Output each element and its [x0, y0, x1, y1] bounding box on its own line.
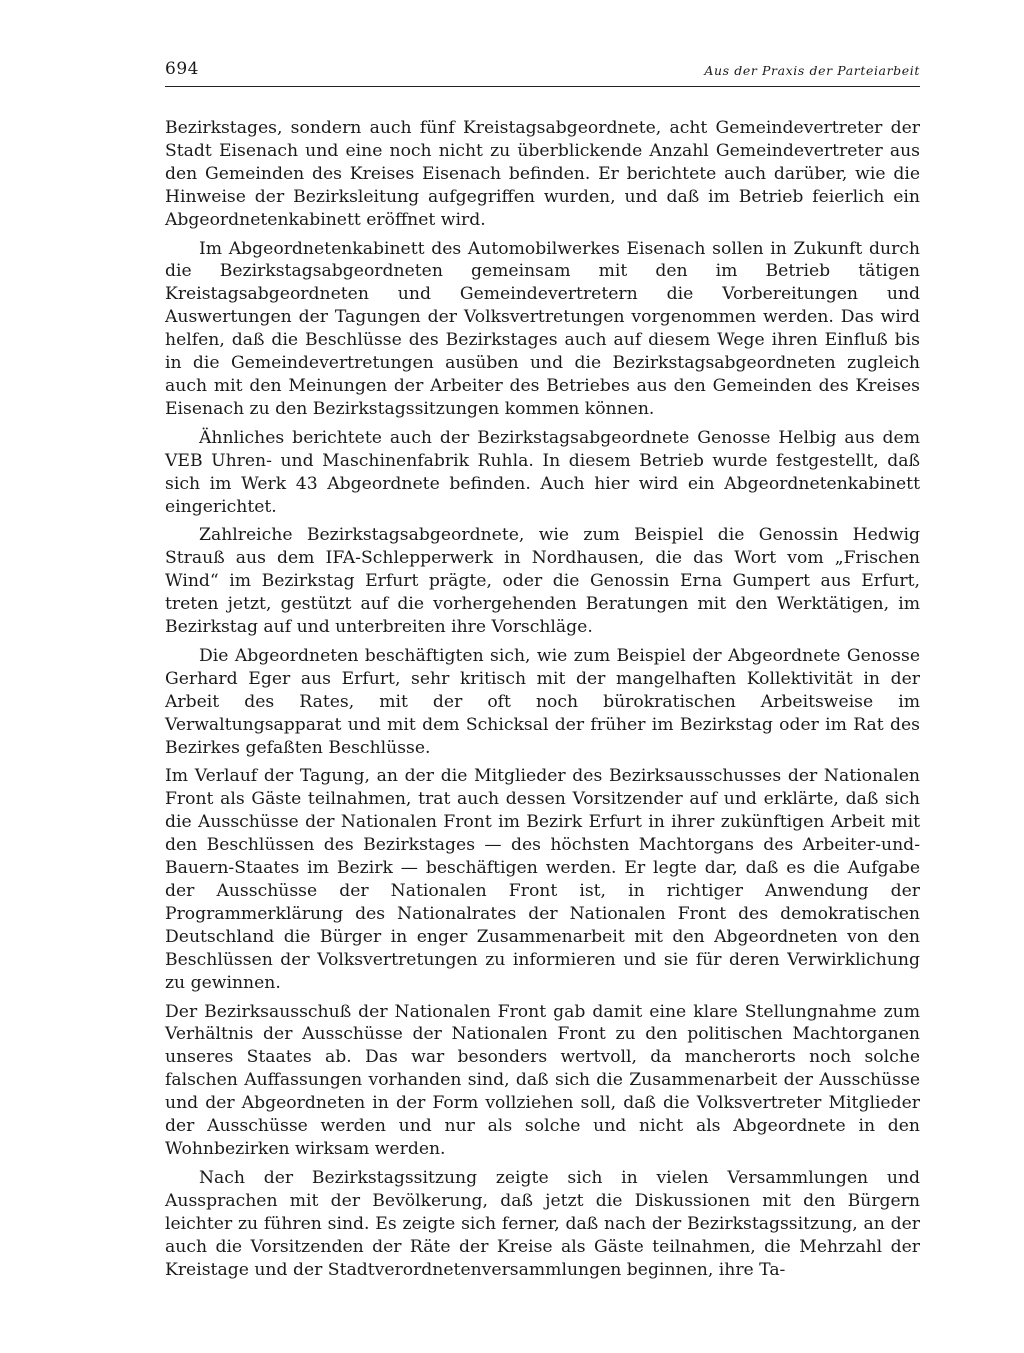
- paragraph: Nach der Bezirkstagssitzung zeigte sich in vielen Versammlungen und Aussprachen mit der Bevölkerung, daß jetzt die Diskussionen mit den Bürgern leichter zu führen sind. Es zeigte sich ferner, daß nach der Bezirkstagssitzung, an der auch die Vorsitzenden der Räte der Kreise als Gäste teilnahmen, die Mehrzahl der Kreistage und der Stadtverordnetenversammlungen beginnen, ihre Ta-: [165, 1167, 920, 1280]
- paragraph: Im Abgeordnetenkabinett des Automobilwerkes Eisenach sollen in Zukunft durch die Bezirkstagsabgeordneten gemeinsam mit den im Betrieb tätigen Kreistagsabgeordneten und Gemeindevertretern die Vorbereitungen und Auswertungen der Tagungen der Volksvertretungen vorgenommen werden. Das wird helfen, daß die Beschlüsse des Bezirkstages auch auf diesem Wege ihren Einfluß bis in die Gemeindevertretungen ausüben und die Bezirkstagsabgeordneten zugleich auch mit den Meinungen der Arbeiter des Betriebes aus den Gemeinden des Kreises Eisenach zu den Bezirkstagssitzungen kommen können.: [165, 238, 920, 419]
- paragraph: Bezirkstages, sondern auch fünf Kreistagsabgeordnete, acht Gemeindevertreter der Stadt Eisenach und eine noch nicht zu überblickende Anzahl Gemeindevertreter aus den Gemeinden des Kreises Eisenach befinden. Er berichtete auch darüber, wie die Hinweise der Bezirksleitung aufgegriffen wurden, und daß im Betrieb feierlich ein Abgeordnetenkabinett eröffnet wird.: [165, 118, 920, 230]
- paragraph: Der Bezirksausschuß der Nationalen Front gab damit eine klare Stellungnahme zum Verhältnis der Ausschüsse der Nationalen Front zu den politischen Machtorganen unseres Staates ab. Das war besonders wertvoll, da mancherorts noch solche falschen Auffassungen vorhanden sind, daß sich die Zusammenarbeit der Ausschüsse und der Abgeordneten in der Form vollziehen soll, daß die Volksvertreter Mitglieder der Ausschüsse werden und nur als solche und nicht als Abgeordnete in den Wohnbezirken wirksam werden.: [165, 1001, 920, 1159]
- paragraph: Ähnliches berichtete auch der Bezirkstagsabgeordnete Genosse Helbig aus dem VEB Uhren- und Maschinenfabrik Ruhla. In diesem Betrieb wurde festgestellt, daß sich im Werk 43 Abgeordnete befinden. Auch hier wird ein Abgeordnetenkabinett eingerichtet.: [165, 427, 920, 517]
- paragraph: Die Abgeordneten beschäftigten sich, wie zum Beispiel der Abgeordnete Genosse Gerhard Eger aus Erfurt, sehr kritisch mit der mangelhaften Kollektivität in der Arbeit des Rates, mit der oft noch bürokratischen Arbeitsweise im Verwaltungsapparat und mit dem Schicksal der früher im Bezirkstag oder im Rat des Bezirkes gefaßten Beschlüsse.: [165, 645, 920, 758]
- page-number: 694: [165, 59, 199, 79]
- paragraph: Zahlreiche Bezirkstagsabgeordnete, wie zum Beispiel die Genossin Hedwig Strauß aus dem IFA-Schlepperwerk in Nordhausen, die das Wort vom „Frischen Wind“ im Bezirkstag Erfurt prägte, oder die Genossin Erna Gumpert aus Erfurt, treten jetzt, gestützt auf die vorhergehenden Beratungen mit den Werktätigen, im Bezirkstag auf und unterbreiten ihre Vorschläge.: [165, 525, 920, 638]
- running-title: Aus der Praxis der Parteiarbeit: [704, 63, 920, 78]
- paragraph: Im Verlauf der Tagung, an der die Mitglieder des Bezirksausschusses der Nationalen Front als Gäste teilnahmen, trat auch dessen Vorsitzender auf und erklärte, daß sich die Ausschüsse der Nationalen Front im Bezirk Erfurt in ihrer zukünftigen Arbeit mit den Beschlüssen des Bezirkstages — des höchsten Machtorgans des Arbeiter-und-Bauern-Staates im Bezirk — beschäftigen werden. Er legte dar, daß es die Aufgabe der Ausschüsse der Nationalen Front ist, in richtiger Anwendung der Programmerklärung des Nationalrates der Nationalen Front des demokratischen Deutschland die Bürger in enger Zusammenarbeit mit den Abgeordneten von den Beschlüssen der Volksvertretungen zu informieren und sie für deren Verwirklichung zu gewinnen.: [165, 766, 920, 993]
- body-text: [165, 117, 920, 1281]
- page-header: [165, 56, 920, 87]
